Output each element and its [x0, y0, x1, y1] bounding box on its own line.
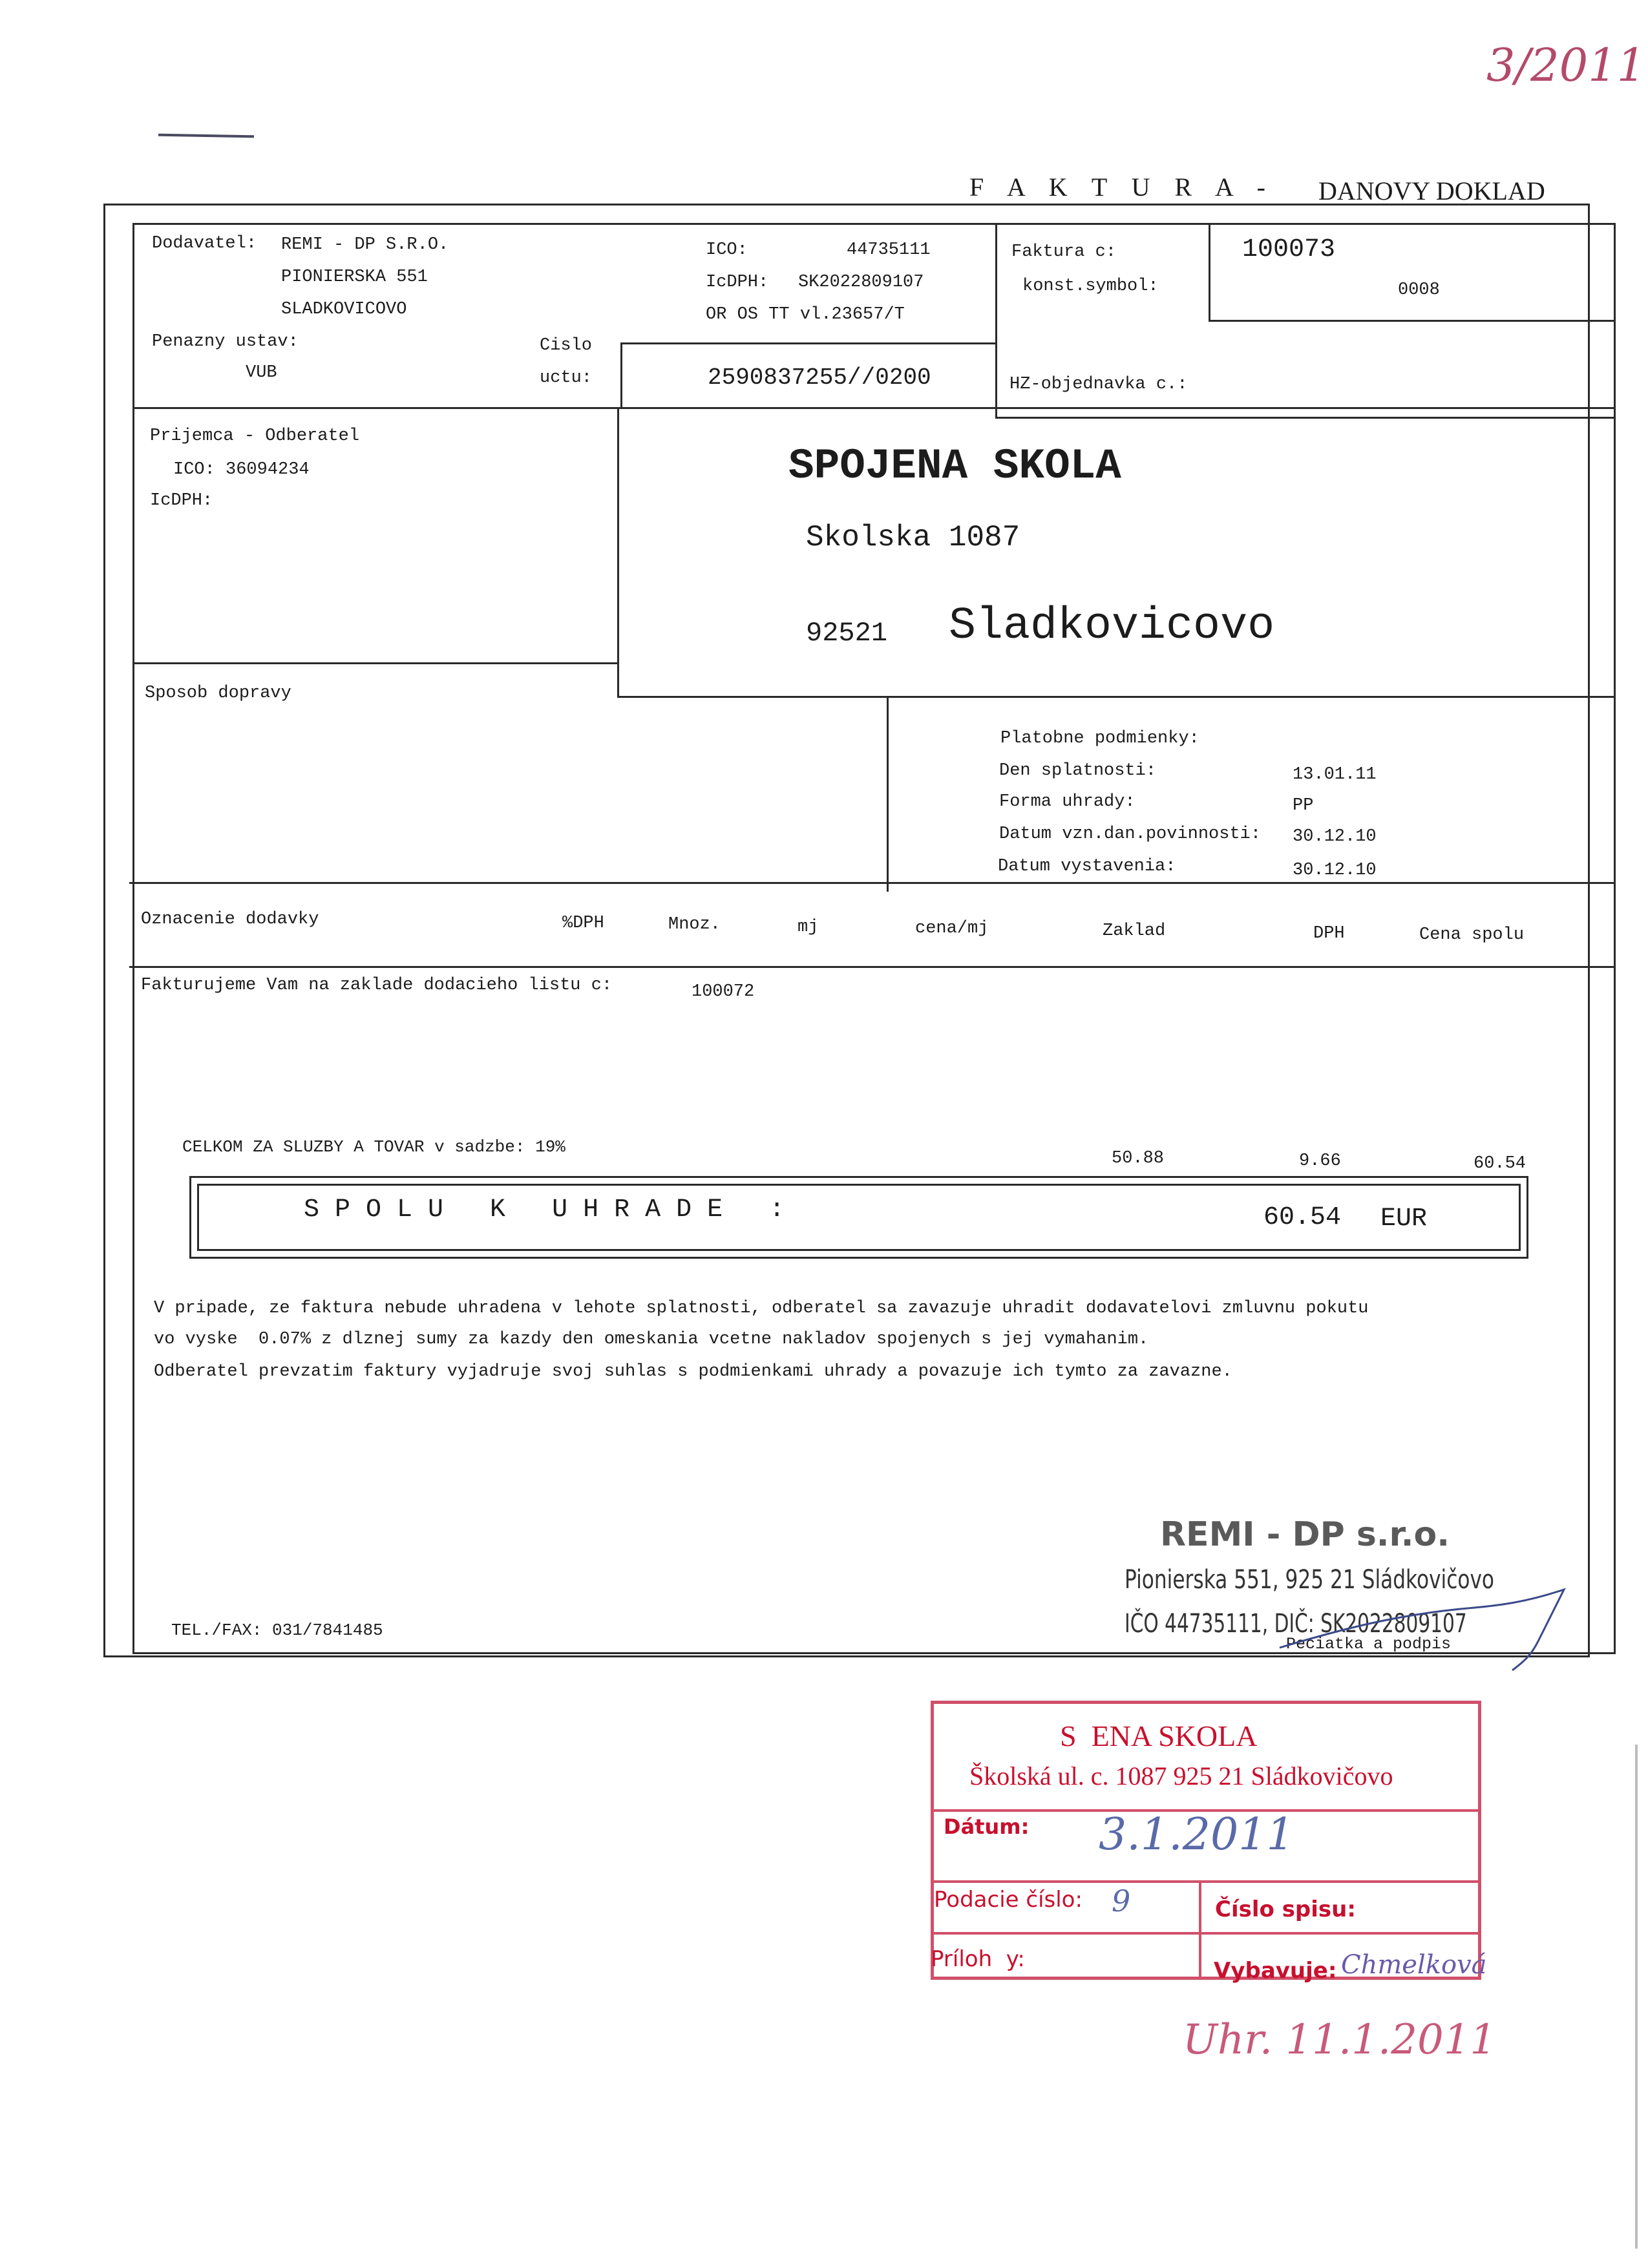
payment-value: 13.01.11: [1293, 765, 1377, 784]
divider: [129, 966, 1616, 968]
col-header: DPH: [1313, 924, 1345, 943]
payment-value: 30.12.10: [1293, 861, 1377, 880]
supplier-name: REMI - DP S.R.O.: [281, 235, 449, 255]
stamp-divider: [931, 1880, 1481, 1883]
stamp-vybavuje-value: Chmelková: [1341, 1950, 1487, 1980]
invoice-number: 100073: [1242, 235, 1336, 264]
ks-label: konst.symbol:: [1022, 277, 1159, 296]
stamp-podacie-value: 9: [1112, 1884, 1131, 1918]
recipient-name: SPOJENA SKOLA: [788, 442, 1121, 490]
terms-line: vo vyske 0.07% z dlznej sumy za kazdy den omeskania vcetne nakladov spojenych s jej vymahanim.: [154, 1330, 1149, 1349]
payment-value: 30.12.10: [1293, 827, 1377, 846]
account-label-1: Cislo: [540, 336, 593, 355]
divider: [129, 882, 1616, 884]
stamp-address: Školská ul. c. 1087 925 21 Sládkovičovo: [969, 1761, 1393, 1790]
stamp-school: S ENA SKOLA: [1060, 1719, 1258, 1752]
recipient-city: Sladkovicovo: [949, 601, 1275, 652]
stamp-vybavuje-label: Vybavuje:: [1214, 1958, 1337, 1984]
ks-value: 0008: [1398, 280, 1440, 300]
recipient-street: Skolska 1087: [806, 521, 1020, 554]
transport-label: Sposob dopravy: [145, 684, 291, 703]
to-pay-currency: EUR: [1380, 1204, 1428, 1234]
recipient-zip: 92521: [806, 618, 888, 649]
icdph-value: SK2022809107: [798, 273, 924, 292]
recipient-icdph-label: IcDPH:: [150, 491, 213, 510]
divider: [1209, 223, 1210, 320]
item-line-ref: 100072: [692, 982, 755, 1002]
recipient-ico: ICO: 36094234: [173, 460, 310, 479]
terms-line: Odberatel prevzatim faktury vyjadruje svoj suhlas s podmienkami uhrady a povazuje ich tymto za zavazne.: [154, 1362, 1232, 1381]
account-number: 2590837255//0200: [708, 364, 931, 391]
stamp-podacie-label: Podacie číslo:: [934, 1887, 1083, 1913]
payment-label: Datum vzn.dan.povinnosti:: [999, 824, 1262, 844]
bank-label: Penazny ustav:: [152, 332, 299, 352]
account-label-2: uctu:: [540, 368, 593, 388]
stray-mark: [158, 134, 254, 138]
totals-label: CELKOM ZA SLUZBY A TOVAR v sadzbe: 19%: [182, 1137, 565, 1157]
col-header: Mnoz.: [668, 915, 721, 934]
scan-edge: [1635, 1745, 1638, 2249]
col-header: Zaklad: [1103, 921, 1166, 941]
divider: [620, 342, 622, 407]
payment-label: Den splatnosti:: [999, 761, 1157, 781]
title-faktura: F A K T U R A -: [969, 173, 1274, 202]
recipient-label: Prijemca - Odberatel: [150, 426, 360, 446]
col-header: %DPH: [562, 914, 604, 933]
supplier-stamp-name: REMI - DP s.r.o.: [1160, 1515, 1450, 1554]
divider: [1209, 320, 1616, 322]
invoice-number-label: Faktura c:: [1011, 242, 1117, 262]
payment-label: Datum vystavenia:: [998, 857, 1176, 876]
stamp-prilohy-label: Príloh y:: [931, 1946, 1025, 1972]
col-header: cena/mj: [915, 919, 989, 938]
tel-fax: TEL./FAX: 031/7841485: [171, 1621, 383, 1640]
divider: [132, 407, 620, 409]
payment-title: Platobne podmienky:: [1000, 729, 1199, 748]
bank-name: VUB: [246, 363, 277, 383]
divider: [132, 662, 617, 664]
signature: [1267, 1564, 1590, 1680]
item-line-text: Fakturujeme Vam na zaklade dodacieho listu c:: [141, 976, 613, 995]
terms-line: V pripade, ze faktura nebude uhradena v lehote splatnosti, odberatel sa zavazuje uhradit dodavatelovi zmluvnu pokutu: [154, 1299, 1369, 1318]
totals-dph: 9.66: [1299, 1151, 1341, 1171]
to-pay-amount: 60.54: [1263, 1203, 1342, 1232]
stamp-date-label: Dátum:: [944, 1814, 1030, 1839]
stamp-date-value: 3.1.2011: [1099, 1809, 1294, 1860]
supplier-stamp-ids: IČO 44735111, DIČ: SK2022809107: [1125, 1609, 1467, 1639]
title-danovy-doklad: DANOVY DOKLAD: [1318, 176, 1545, 205]
supplier-street: PIONIERSKA 551: [281, 268, 428, 287]
sign-label: Peciatka a podpis: [1286, 1635, 1452, 1654]
payment-note: Uhr. 11.1.2011: [1183, 2016, 1497, 2064]
col-header: mj: [798, 918, 819, 937]
divider: [887, 698, 889, 892]
col-header: Cena spolu: [1419, 925, 1525, 945]
stamp-divider: [1199, 1880, 1201, 1980]
payment-value: PP: [1293, 796, 1314, 815]
supplier-city: SLADKOVICOVO: [281, 300, 407, 319]
stamp-divider: [931, 1932, 1481, 1935]
corner-note: 3/2011: [1486, 39, 1646, 92]
ico-value: 44735111: [847, 240, 931, 260]
col-header: Oznacenie dodavky: [141, 910, 319, 929]
supplier-stamp-address: Pionierska 551, 925 21 Sládkovičovo: [1125, 1565, 1495, 1595]
totals-spolu: 60.54: [1474, 1154, 1527, 1173]
payment-label: Forma uhrady:: [999, 792, 1136, 812]
icdph-label: IcDPH:: [706, 273, 769, 292]
ico-label: ICO:: [706, 240, 748, 260]
order-label: HZ-objednavka c.:: [1009, 375, 1188, 394]
divider: [620, 342, 995, 344]
divider: [995, 223, 997, 417]
supplier-label: Dodavatel:: [152, 234, 257, 253]
totals-zaklad: 50.88: [1112, 1149, 1165, 1168]
stamp-spis-label: Číslo spisu:: [1215, 1896, 1356, 1922]
to-pay-label: S P O L U K U H R A D E :: [304, 1195, 785, 1224]
register-info: OR OS TT vl.23657/T: [706, 305, 905, 324]
